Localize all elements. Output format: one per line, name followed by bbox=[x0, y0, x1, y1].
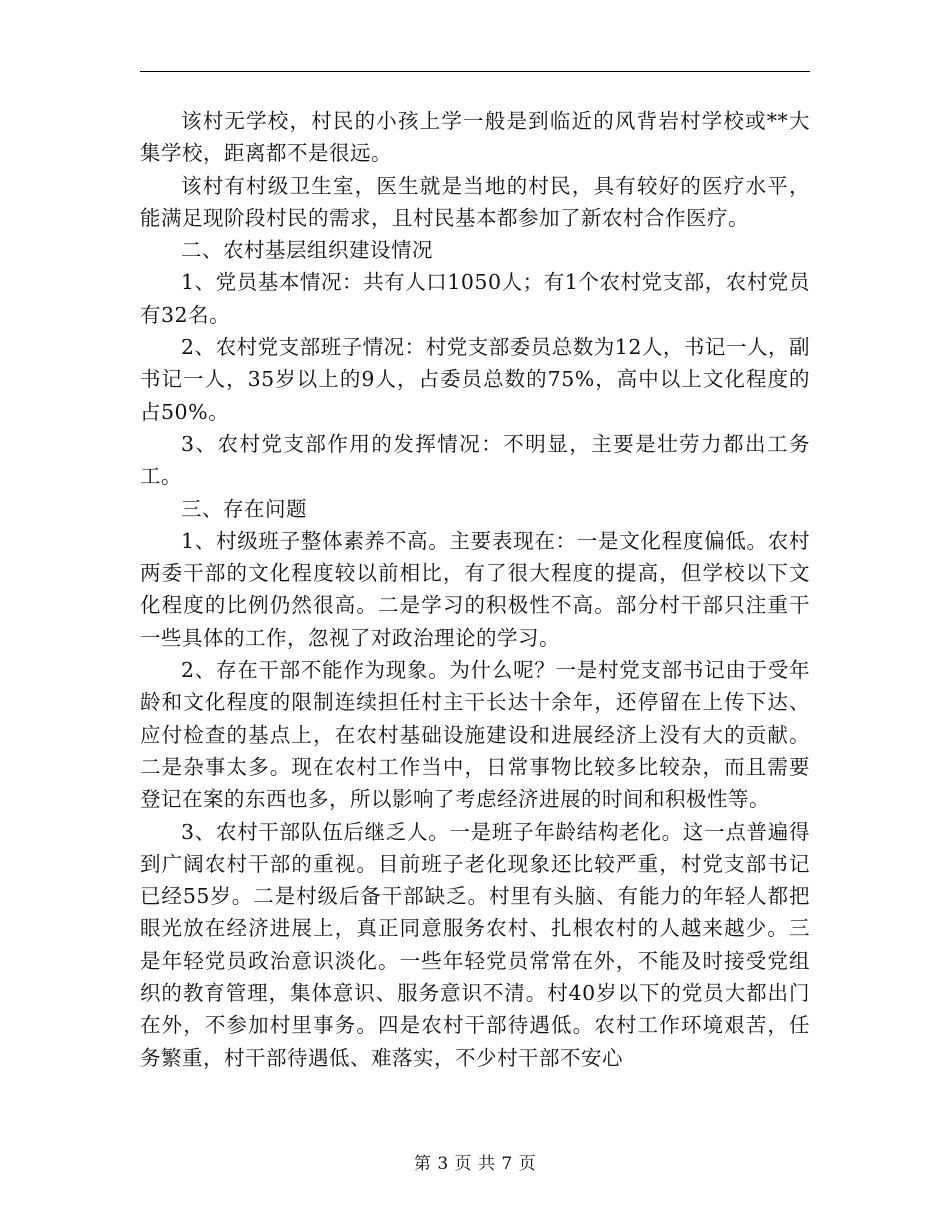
paragraph-party-members: 1、党员基本情况：共有人口1050人；有1个农村党支部，农村党员有32名。 bbox=[140, 270, 810, 327]
paragraph-clinic: 该村有村级卫生室，医生就是当地的村民，具有较好的医疗水平，能满足现阶段村民的需求，且村民基本都参加了新农村合作医疗。 bbox=[140, 173, 810, 230]
section-heading-problems: 三、存在问题 bbox=[181, 496, 307, 521]
header-rule bbox=[140, 71, 810, 72]
paragraph-problem-2: 2、存在干部不能作为现象。为什么呢？一是村党支部书记由于受年龄和文化程度的限制连续担任村主干长达十余年，还停留在上传下达、应付检查的基点上，在农村基础设施建设和进展经济上没有大的贡献。二是杂事太多。现在农村工作当中，日常事物比较多比较杂，而且需要登记在案的东西也多，所以影响了考虑经济进展的时间和积极性等。 bbox=[140, 658, 810, 812]
paragraph-branch-committee: 2、农村党支部班子情况：村党支部委员总数为12人，书记一人，副书记一人，35岁以上的9人，占委员总数的75%，高中以上文化程度的占50%。 bbox=[140, 335, 810, 424]
paragraph-problem-1: 1、村级班子整体素养不高。主要表现在：一是文化程度偏低。农村两委干部的文化程度较以前相比，有了很大程度的提高，但学校以下文化程度的比例仍然很高。二是学习的积极性不高。部分村干部只注重干一些具体的工作，忽视了对政治理论的学习。 bbox=[140, 528, 810, 650]
document-body bbox=[140, 105, 810, 1074]
page-number-footer: 第 3 页 共 7 页 bbox=[413, 1154, 537, 1174]
paragraph-branch-role: 3、农村党支部作用的发挥情况：不明显，主要是壮劳力都出工务工。 bbox=[140, 431, 810, 489]
paragraph-school: 该村无学校，村民的小孩上学一般是到临近的风背岩村学校或**大集学校，距离都不是很远。 bbox=[140, 109, 810, 166]
paragraph-problem-3: 3、农村干部队伍后继乏人。一是班子年龄结构老化。这一点普遍得到广阔农村干部的重视。目前班子老化现象还比较严重，村党支部书记已经55岁。二是村级后备干部缺乏。村里有头脑、有能力的年轻人都把眼光放在经济进展上，真正同意服务农村、扎根农村的人越来越少。三是年轻党员政治意识淡化。一些年轻党员常常在外，不能及时接受党组织的教育管理，集体意识、服务意识不清。村40岁以下的党员大都出门在外，不参加村里事务。四是农村干部待遇低。农村工作环境艰苦，任务繁重，村干部待遇低、难落实，不少村干部不安心 bbox=[140, 819, 810, 1070]
section-heading-organization: 二、农村基层组织建设情况 bbox=[181, 238, 433, 263]
